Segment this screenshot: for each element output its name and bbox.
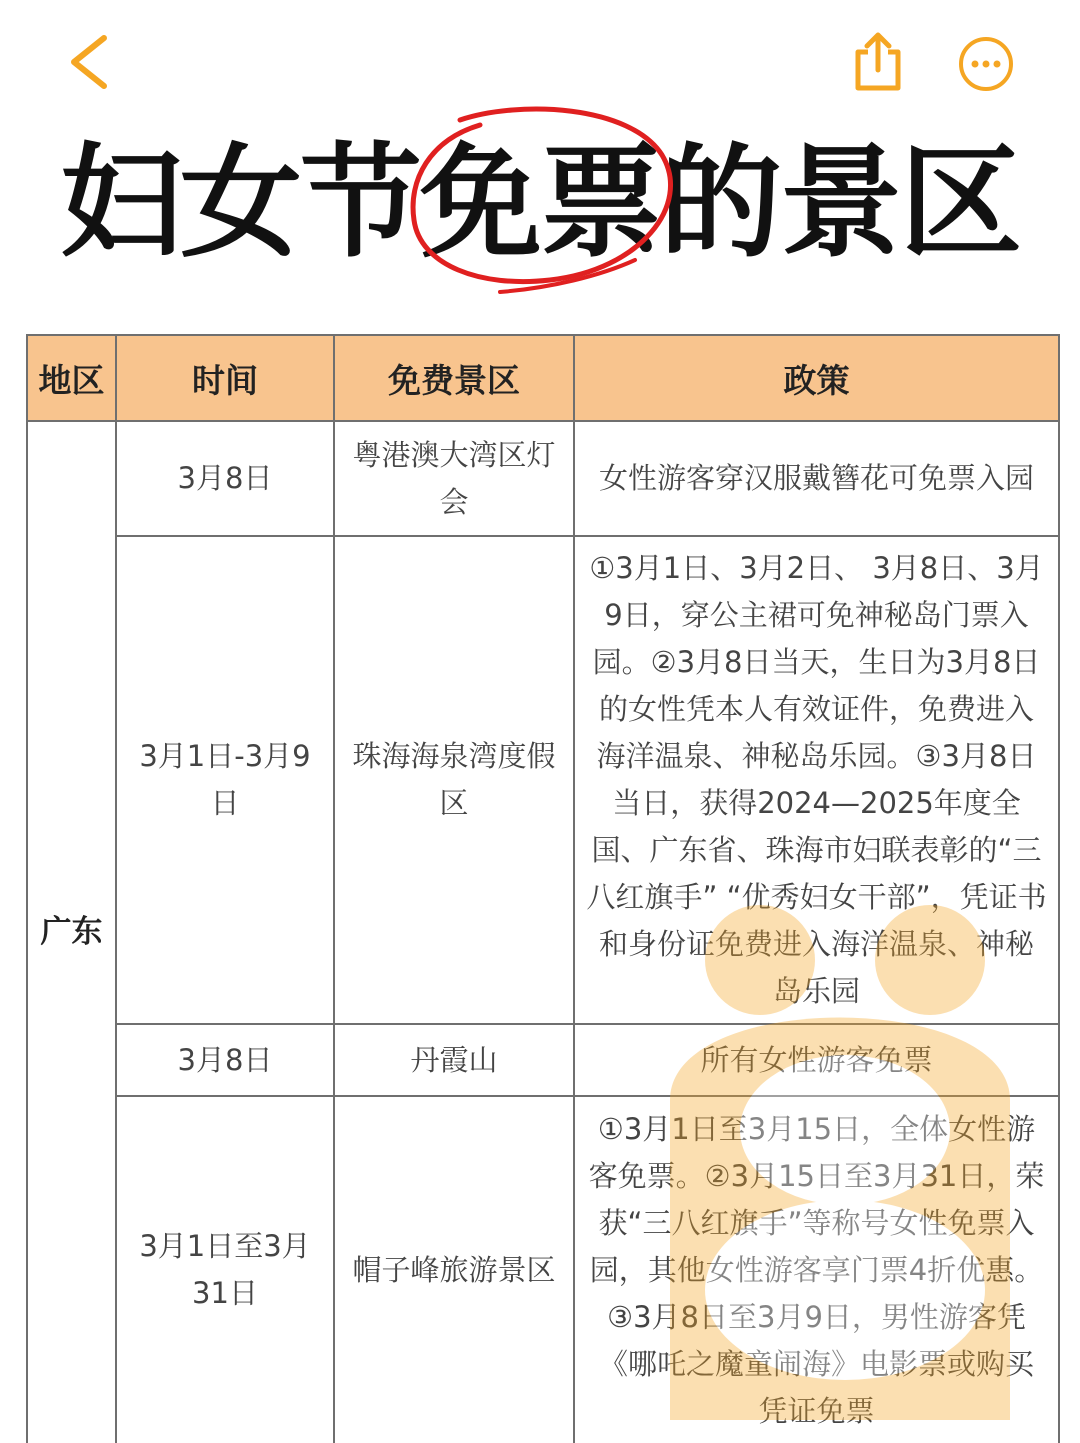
policy-cell: 所有女性游客免票 [574,1024,1059,1096]
more-icon [956,34,1016,94]
time-cell: 3月1日至3月31日 [116,1096,334,1443]
table-row [27,1024,1059,1096]
scenic-cell: 丹霞山 [334,1024,574,1096]
header-time: 时间 [116,335,334,421]
table-row [27,1096,1059,1443]
table-row [27,536,1059,1024]
chevron-left-icon [62,30,122,94]
scenic-cell: 粤港澳大湾区灯会 [334,421,574,536]
page-title: 妇女节免票的景区 [60,132,1020,274]
header-region: 地区 [27,335,116,421]
scenic-cell: 珠海海泉湾度假区 [334,536,574,1024]
table-header-row [27,335,1059,421]
policy-cell: ①3月1日至3月15日，全体女性游客免票。②3月15日至3月31日，荣获“三八红旗手”等称号女性免票入园，其他女性游客享门票4折优惠。③3月8日至3月9日，男性游客凭《哪吒之魔童闹海》电影票或购买凭证免票 [574,1096,1059,1443]
time-cell: 3月8日 [116,421,334,536]
region-cell: 广东 [27,421,116,1443]
time-cell: 3月8日 [116,1024,334,1096]
scenic-table [26,334,1058,1443]
more-button[interactable] [956,34,1016,94]
time-cell: 3月1日-3月9日 [116,536,334,1024]
policy-cell: ①3月1日、3月2日、 3月8日、3月9日，穿公主裙可免神秘岛门票入园。②3月8日当天，生日为3月8日的女性凭本人有效证件，免费进入海洋温泉、神秘岛乐园。③3月8日当日，获得2024—2025年度全国、广东省、珠海市妇联表彰的“三八红旗手” “优秀妇女干部”，凭证书和身份证免费进入海洋温泉、神秘岛乐园 [574,536,1059,1024]
table-row [27,421,1059,536]
policy-cell: 女性游客穿汉服戴簪花可免票入园 [574,421,1059,536]
share-button[interactable] [850,30,906,92]
scenic-cell: 帽子峰旅游景区 [334,1096,574,1443]
header-scenic: 免费景区 [334,335,574,421]
header-policy: 政策 [574,335,1059,421]
share-icon [850,30,906,92]
back-button[interactable] [62,30,122,94]
